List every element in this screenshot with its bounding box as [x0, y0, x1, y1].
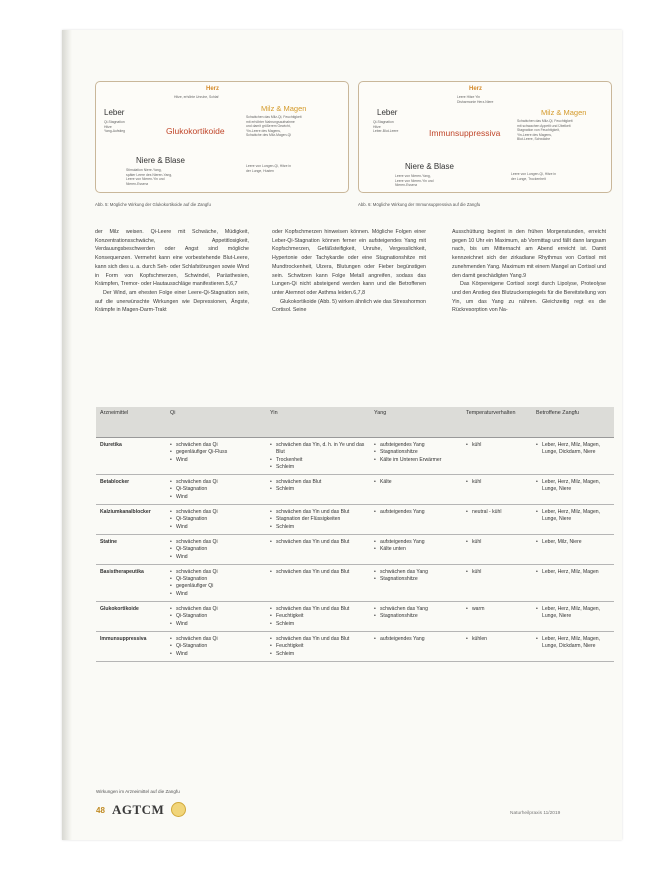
diagram-leber-sub: Qi-Stagnation Hitze Yang-Aufstieg: [104, 120, 126, 134]
list-item: • Leber, Herz, Milz, Magen, Lunge, Dickdarm, Niere: [536, 442, 610, 457]
list-item: • Leber, Herz, Milz, Magen, Lunge, Niere: [536, 509, 610, 524]
diagram-magen-label: Milz & Magen: [541, 108, 587, 117]
yin-cell: [266, 534, 370, 564]
table-caption: Wirkungen im Arzneimittel auf die Zangfu: [96, 789, 180, 794]
footer-issue: Naturheilpraxis 11/2019: [510, 811, 561, 816]
zangfu-cell: [532, 475, 614, 505]
table-row: [96, 631, 614, 661]
list-item: • gegenläufiger Qi: [170, 583, 262, 590]
list-item: • schwächen das Qi: [170, 479, 262, 486]
list-item: • schwächen das Qi: [170, 539, 262, 546]
zangfu-cell: [532, 534, 614, 564]
list-item: • aufsteigendes Yang: [374, 442, 458, 449]
qi-cell: [166, 534, 266, 564]
zangfu-cell: [532, 602, 614, 632]
list-item: • Stagnationshitze: [374, 449, 458, 456]
list-item: • Leber, Milz, Niere: [536, 539, 610, 546]
yin-cell: [266, 631, 370, 661]
list-item: • Schleim: [270, 524, 366, 531]
paragraph: Der Wind, am ehesten Folge einer Leere-Qi-Stagnation sein, auf die unerwünschte Wirkungen wie Depressionen, Ängste, Krämpfe in Magen-Darm-Trakt: [95, 289, 249, 314]
diagram-magen-sub: Schwächen das Milz-Qi, Feuchtigkeit mit schwachen Appetit und Übelkeit Stagnation von Feuchtigkeit, Yin-Leere des Magens, Blut-Leere, Schwäche: [517, 119, 573, 142]
list-item: • schwächen das Yang: [374, 569, 458, 576]
list-item: • neutral - kühl: [466, 509, 528, 516]
journal-badge-icon: [171, 802, 186, 817]
list-item: • Wind: [170, 621, 262, 628]
table-row: [96, 564, 614, 601]
list-item: • kühl: [466, 539, 528, 546]
column-header: Arzneimittel: [96, 407, 166, 438]
yang-cell: [370, 505, 462, 535]
list-item: • schwächen das Yin und das Blut: [270, 509, 366, 516]
list-item: • Wind: [170, 457, 262, 464]
list-item: • aufsteigendes Yang: [374, 636, 458, 643]
qi-cell: [166, 505, 266, 535]
temp-cell: [462, 534, 532, 564]
drug-name-cell: Immunsuppressiva: [96, 631, 166, 661]
journal-logo: AGTCM: [112, 802, 165, 817]
yin-cell: [266, 505, 370, 535]
qi-cell: [166, 475, 266, 505]
list-item: • Qi-Stagnation: [170, 516, 262, 523]
list-item: • schwächen das Qi: [170, 636, 262, 643]
list-item: • Schleim: [270, 464, 366, 471]
drug-name-cell: Diuretika: [96, 438, 166, 475]
list-item: • Kälte im Unteren Erwärmer: [374, 457, 458, 464]
column-header: Qi: [166, 407, 266, 438]
text-column-2: [272, 228, 426, 315]
table-header-row: [96, 407, 614, 438]
yin-cell: [266, 475, 370, 505]
list-item: • Wind: [170, 554, 262, 561]
diagram-magen-sub: Schwächen das Milz-Qi, Feuchtigkeit mit erhöhter Nahrungsaufnahme und damit größerem Gewicht, Yin-Leere des Magens, Schwäche des Milz-Magen-Qi: [246, 115, 302, 138]
diagram-herz-sub: Hitze, erhöhte Unruhe, Schlaf: [174, 95, 219, 99]
list-item: • schwächen das Qi: [170, 509, 262, 516]
drug-effects-table: [96, 407, 614, 662]
text-column-1: [95, 228, 249, 315]
zangfu-cell: [532, 564, 614, 601]
qi-cell: [166, 602, 266, 632]
diagram-niere-sub: Leere von Nieren-Yang, Leere von Nieren-Yin und Nieren-Essenz: [395, 174, 434, 188]
diagram-niere-label: Niere & Blase: [136, 156, 185, 165]
list-item: • warm: [466, 606, 528, 613]
yang-cell: [370, 475, 462, 505]
list-item: • Stagnationshitze: [374, 576, 458, 583]
diagram-leber-label: Leber: [104, 108, 125, 117]
yang-cell: [370, 602, 462, 632]
diagram-lunge-sub: Leere von Lungen-Qi, Hitze in der Lunge, Trockenheit: [511, 172, 557, 181]
list-item: • Stagnationshitze: [374, 613, 458, 620]
page-gutter: [62, 30, 72, 840]
diagram-immunsuppressiva: [358, 81, 612, 193]
diagram-leber-label: Leber: [377, 108, 398, 117]
diagram-herz-label: Herz: [206, 86, 220, 92]
list-item: • Wind: [170, 651, 262, 658]
table-row: [96, 475, 614, 505]
text-column-3: [452, 228, 606, 315]
list-item: • schwächen das Yang: [374, 606, 458, 613]
diagram-niere-sub: Stimulation Niere-Yang, später Leere des Nieren-Yang, Leere von Nieren-Yin und Nieren-Essenz: [126, 168, 173, 186]
list-item: • schwächen das Yin und das Blut: [270, 636, 366, 643]
paragraph: Glukokortikoide (Abb. 5) wirken ähnlich wie das Stresshormon Cortisol. Seine: [272, 298, 426, 314]
paragraph: Ausschüttung beginnt in den frühen Morgenstunden, erreicht gegen 10 Uhr ein Maximum, ab Vormittag und fällt dann langsam nach, bis um Mitternacht am Abend erreicht ist. Damit kennzeichnet sich der zirkadiane Rhythmus von Cortisol mit zunehmenden Yang. Maximum mit einem Mangel an Cortisol und den damit geschädigten Yang.9: [452, 229, 606, 279]
diagram-leber-sub: Qi-Stagnation Hitze Leber-Blut-Leere: [373, 120, 399, 134]
list-item: • Wind: [170, 591, 262, 598]
diagram-herz-sub: Leere Hitze Yin Disharmonie Herz-Niere: [457, 95, 494, 104]
list-item: • Qi-Stagnation: [170, 486, 262, 493]
list-item: • schwächen das Qi: [170, 442, 262, 449]
diagram-center-label: Glukokortikoide: [166, 126, 225, 136]
list-item: • kühl: [466, 442, 528, 449]
diagram-niere-label: Niere & Blase: [405, 162, 454, 171]
drug-name-cell: Statine: [96, 534, 166, 564]
temp-cell: [462, 602, 532, 632]
list-item: • schwächen das Yin, d. h. in Ye und das Blut: [270, 442, 366, 457]
yang-cell: [370, 438, 462, 475]
temp-cell: [462, 475, 532, 505]
diagram-glukokortikoide: [95, 81, 349, 193]
yin-cell: [266, 438, 370, 475]
temp-cell: [462, 564, 532, 601]
list-item: • Leber, Herz, Milz, Magen, Lunge, Niere: [536, 606, 610, 621]
diagram-left-caption: Abb. 5: Mögliche Wirkung der Glukokortikoide auf die Zangfu: [95, 202, 211, 207]
list-item: • Wind: [170, 494, 262, 501]
list-item: • Qi-Stagnation: [170, 613, 262, 620]
list-item: • kühlen: [466, 636, 528, 643]
qi-cell: [166, 564, 266, 601]
list-item: • kühl: [466, 569, 528, 576]
yang-cell: [370, 534, 462, 564]
list-item: • schwächen das Yin und das Blut: [270, 569, 366, 576]
paragraph: oder Kopfschmerzen hinweisen können. Mögliche Folgen einer Leber-Qi-Stagnation können ferner ein aufsteigendes Yang mit Kopfschmerzen, Gefäßsteifigkeit, Unruhe, Vergesslichkeit, Hypertonie oder Tachykardie oder eine Stagnationshitze mit Mundtrockenheit, Ulzera, Blutungen oder Fieber begünstigen sein. Schwitzen kann Folge Metall angreifen, sodass das Lungen-Qi nicht absteigend werden kann und die Betroffenen unter Atemnot oder Asthma leiden.6,7,8: [272, 229, 426, 296]
yin-cell: [266, 602, 370, 632]
list-item: • schwächen das Qi: [170, 569, 262, 576]
drug-name-cell: Betablocker: [96, 475, 166, 505]
list-item: • Qi-Stagnation: [170, 643, 262, 650]
column-header: Yang: [370, 407, 462, 438]
list-item: • aufsteigendes Yang: [374, 539, 458, 546]
temp-cell: [462, 438, 532, 475]
list-item: • Stagnation der Flüssigkeiten: [270, 516, 366, 523]
qi-cell: [166, 631, 266, 661]
list-item: • Leber, Herz, Milz, Magen: [536, 569, 610, 576]
list-item: • Kälte unten: [374, 546, 458, 553]
qi-cell: [166, 438, 266, 475]
paragraph: Das Körpereigene Cortisol sorgt durch Lipolyse, Proteolyse und den Anstieg des Blutzuckerspiegels für die Bereitstellung von Yin, um das Yang zu nähren. Gleichzeitig regt es die Rückresorption von Na-: [452, 281, 606, 314]
column-header: Betroffene Zangfu: [532, 407, 614, 438]
yang-cell: [370, 631, 462, 661]
table-row: [96, 505, 614, 535]
diagram-right-caption: Abb. 6: Mögliche Wirkung der Immunsuppressiva auf die Zangfu: [358, 202, 481, 207]
list-item: • Schleim: [270, 621, 366, 628]
table-row: [96, 602, 614, 632]
table-row: [96, 438, 614, 475]
list-item: • Feuchtigkeit: [270, 643, 366, 650]
list-item: • schwächen das Yin und das Blut: [270, 539, 366, 546]
diagram-herz-label: Herz: [469, 86, 483, 92]
temp-cell: [462, 631, 532, 661]
drug-name-cell: Basistherapeutika: [96, 564, 166, 601]
list-item: • Wind: [170, 524, 262, 531]
page-number: 48: [96, 806, 105, 815]
list-item: • schwächen das Blut: [270, 479, 366, 486]
drug-name-cell: Glukokortikoide: [96, 602, 166, 632]
list-item: • Schleim: [270, 651, 366, 658]
list-item: • Leber, Herz, Milz, Magen, Lunge, Niere: [536, 479, 610, 494]
list-item: • Qi-Stagnation: [170, 546, 262, 553]
list-item: • Feuchtigkeit: [270, 613, 366, 620]
yang-cell: [370, 564, 462, 601]
paragraph: der Milz weisen. Qi-Leere mit Schwäche, Müdigkeit, Konzentrationsschwäche, Appetitlosigkeit, Verdauungsbeschwerden oder Angst sind mögliche Konsequenzen. Vermehrt kann eine vorbestehende Blut-Leere, kann sich dies u. a. durch Seh- oder Schlafstörungen sowie Wind in Form von Kopfschmerzen, Schwindel, Parästhesien, Krämpfen, Tremor- oder Hautausschläge manifestieren.5,6,7: [95, 229, 249, 288]
list-item: • aufsteigendes Yang: [374, 509, 458, 516]
list-item: • Qi-Stagnation: [170, 576, 262, 583]
yin-cell: [266, 564, 370, 601]
list-item: • kühl: [466, 479, 528, 486]
list-item: • gegenläufiger Qi-Fluss: [170, 449, 262, 456]
list-item: • schwächen das Yin und das Blut: [270, 606, 366, 613]
diagram-magen-label: Milz & Magen: [261, 104, 307, 113]
diagram-lunge-sub: Leere von Lungen-Qi, Hitze in der Lunge, Husten: [246, 164, 292, 173]
zangfu-cell: [532, 631, 614, 661]
list-item: • Leber, Herz, Milz, Magen, Lunge, Dickdarm, Niere: [536, 636, 610, 651]
column-header: Yin: [266, 407, 370, 438]
zangfu-cell: [532, 438, 614, 475]
list-item: • Schleim: [270, 486, 366, 493]
drug-name-cell: Kalziumkanalblocker: [96, 505, 166, 535]
list-item: • Kälte: [374, 479, 458, 486]
diagram-center-label: Immunsuppressiva: [429, 128, 501, 138]
column-header: Temperaturverhalten: [462, 407, 532, 438]
temp-cell: [462, 505, 532, 535]
zangfu-cell: [532, 505, 614, 535]
table-row: [96, 534, 614, 564]
list-item: • Trockenheit: [270, 457, 366, 464]
list-item: • schwächen das Qi: [170, 606, 262, 613]
